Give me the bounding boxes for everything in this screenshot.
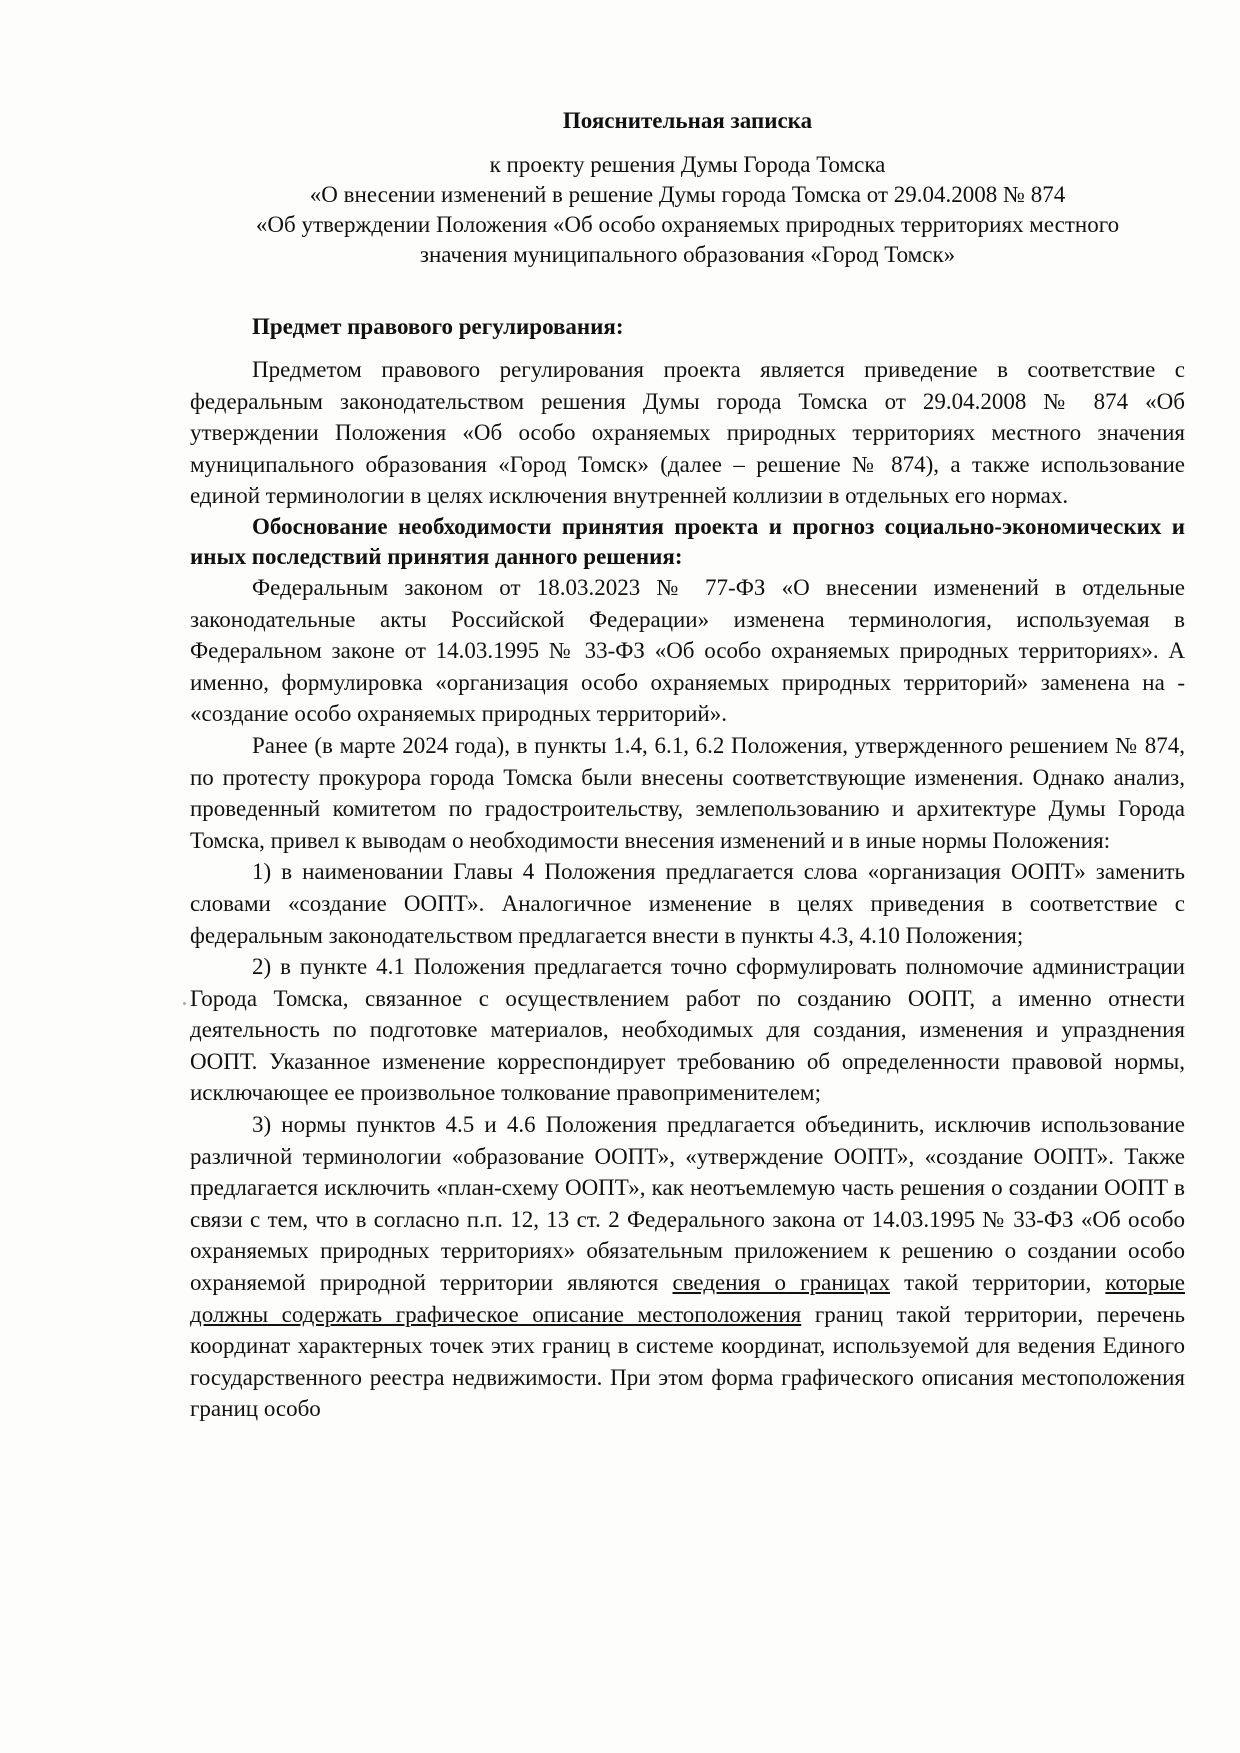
underlined-graphic-description: которые должны содержать графическое описание местоположения: [190, 1270, 1185, 1327]
list-item-3-part1: 3) нормы пунктов 4.5 и 4.6 Положения предлагается объединить, исключив использование различной терминологии «образование ООПТ», «утверждение ООПТ», «создание ООПТ». Также предлагается исключить «план-схему ООПТ», как неотъемлемую часть решения о создании ООПТ в связи с тем, что в согласно п.п. 12, 13 ст. 2 Федерального закона от 14.03.1995 № 33-ФЗ «Об особо охраняемых природных территориях» обязательным приложением к решению о создании особо охраняемой природной территории являются: [190, 1112, 1185, 1296]
document-title: Пояснительная записка: [562, 108, 813, 133]
paragraph-earlier-changes: Ранее (в марте 2024 года), в пункты 1.4, 6.1, 6.2 Положения, утвержденного решением № 874, по протесту прокурора города Томска были внесены соответствующие изменения. Однако анализ, проведенный комитетом по градостроительству, землепользованию и архитектуре Думы Города Томска, привел к выводам о необходимости внесения изменений и в иные нормы Положения:: [190, 732, 1185, 853]
subtitle-line-2: «О внесении изменений в решение Думы города Томска от 29.04.2008 № 874: [309, 182, 1066, 207]
list-item-3-part3: границ такой территории, перечень координат характерных точек этих границ в системе координат, используемой для ведения Единого государственного реестра недвижимости. При этом форма графического описания местоположения границ особо: [190, 1301, 1185, 1422]
underlined-boundary-info: сведения о границах: [672, 1270, 890, 1296]
subtitle-line-1: к проекту решения Думы Города Томска: [489, 152, 886, 177]
list-item-1: 1) в наименовании Главы 4 Положения предлагается слова «организация ООПТ» заменить словами «создание ООПТ». Аналогичное изменение в целях приведения в соответствие с федеральным законодательством предлагается внести в пункты 4.3, 4.10 Положения;: [190, 859, 1185, 948]
subtitle-line-4: значения муниципального образования «Город Томск»: [419, 242, 956, 267]
list-item-3: [190, 1109, 1185, 1425]
section-heading-justification: Обоснование необходимости принятия проекта и прогноз социально-экономических и иных последствий принятия данного решения:: [190, 513, 1185, 569]
list-item-2: 2) в пункте 4.1 Положения предлагается точно сформулировать полномочие администрации Города Томска, связанное с осуществлением работ по созданию ООПТ, а именно отнести деятельность по подготовке материалов, необходимых для создания, изменения и упразднения ООПТ. Указанное изменение корреспондирует требованию об определенности правовой нормы, исключающее ее произвольное толкование правоприменителем;: [190, 954, 1185, 1106]
section-heading-subject: Предмет правового регулирования:: [252, 314, 624, 339]
paragraph-subject: Предметом правового регулирования проекта является приведение в соответствие с федеральным законодательством решения Думы города Томска от 29.04.2008 № 874 «Об утверждении Положения «Об особо охраняемых природных территориях местного значения муниципального образования «Город Томск» (далее – решение № 874), а также использование единой терминологии в целях исключения внутренней коллизии в отдельных его нормах.: [190, 357, 1185, 509]
scan-dust-mark: [183, 1002, 186, 1005]
paragraph-federal-law: Федеральным законом от 18.03.2023 № 77-ФЗ «О внесении изменений в отдельные законодательные акты Российской Федерации» изменена терминология, используемая в Федеральном законе от 14.03.1995 № 33-ФЗ «Об особо охраняемых природных территориях». А именно, формулировка «организация особо охраняемых природных территорий» заменена на - «создание особо охраняемых природных территорий».: [190, 574, 1185, 727]
subtitle-line-3: «Об утверждении Положения «Об особо охраняемых природных территориях местного: [255, 212, 1120, 237]
list-item-3-part2: такой территории,: [889, 1270, 1106, 1296]
document-subtitle: [190, 150, 1185, 270]
